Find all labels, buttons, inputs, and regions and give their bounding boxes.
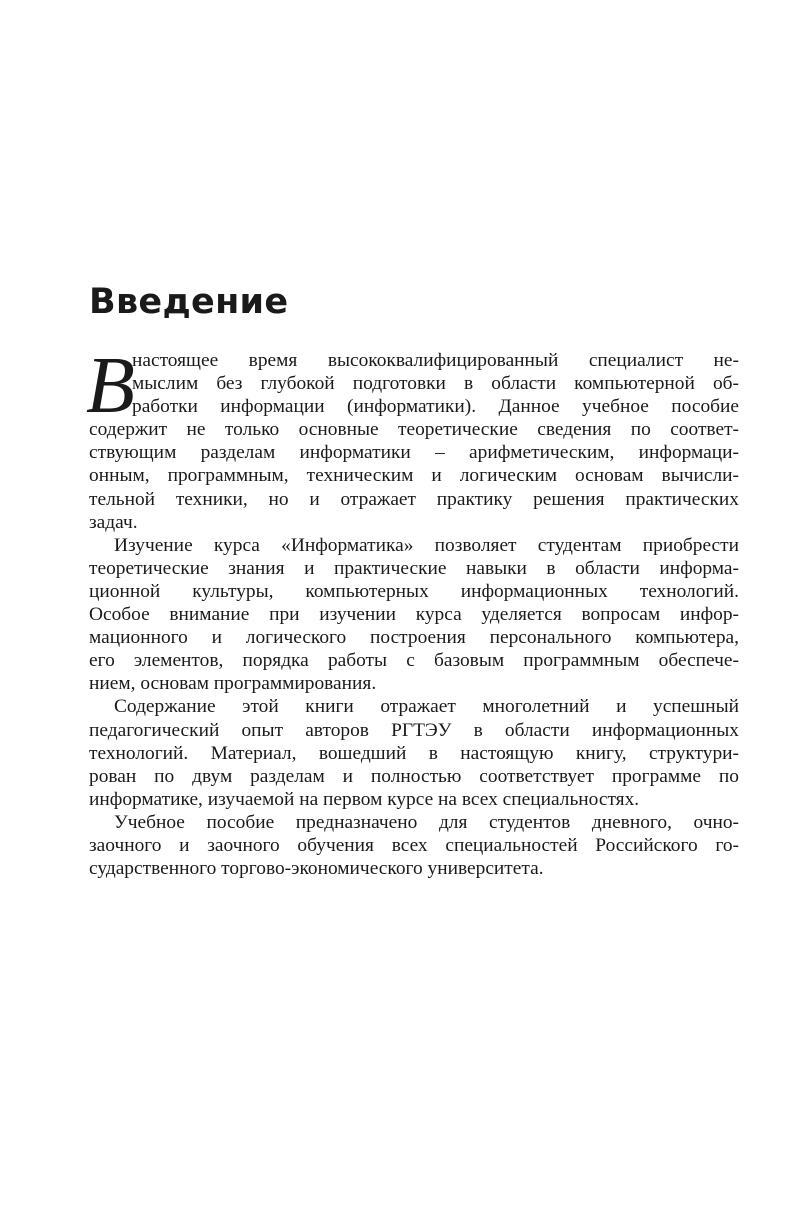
text-line: рован по двум разделам и полностью соответствует программе по bbox=[89, 765, 739, 787]
text-line: ствующим разделам информатики – арифметическим, информаци- bbox=[89, 442, 739, 464]
text-line: нием, основам программирования. bbox=[89, 673, 377, 695]
text-line: содержит не только основные теоретические сведения по соответ- bbox=[89, 419, 739, 441]
text-line: тельной техники, но и отражает практику решения практических bbox=[89, 488, 739, 510]
text-line: технологий. Материал, вошедший в настоящую книгу, структури- bbox=[89, 742, 739, 764]
paragraph-1 bbox=[89, 349, 739, 534]
section-heading: Введение bbox=[89, 282, 289, 322]
text-line: педагогический опыт авторов РГТЭУ в области информационных bbox=[89, 719, 739, 741]
text-line: заочного и заочного обучения всех специальностей Российского го- bbox=[89, 834, 739, 856]
text-line: задач. bbox=[89, 511, 138, 533]
text-line: Учебное пособие предназначено для студентов дневного, очно- bbox=[114, 811, 739, 833]
drop-cap: В bbox=[86, 342, 135, 430]
text-line: информатике, изучаемой на первом курсе на всех специальностях. bbox=[89, 788, 640, 810]
text-line: ционной культуры, компьютерных информационных технологий. bbox=[89, 580, 739, 602]
paragraph-2 bbox=[89, 534, 739, 696]
paragraph-4 bbox=[89, 811, 739, 880]
text-line: Содержание этой книги отражает многолетний и успешный bbox=[114, 696, 739, 718]
text-line: теоретические знания и практические навыки в области информа- bbox=[89, 557, 739, 579]
text-line: сударственного торгово-экономического университета. bbox=[89, 858, 544, 880]
paragraph-3 bbox=[89, 695, 739, 810]
text-line: Особое внимание при изучении курса уделяется вопросам инфор- bbox=[89, 604, 739, 626]
text-line: мыслим без глубокой подготовки в области компьютерной об- bbox=[132, 373, 739, 395]
text-line: мационного и логического построения персонального компьютера, bbox=[89, 627, 739, 649]
text-line: онным, программным, техническим и логическим основам вычисли- bbox=[89, 465, 739, 487]
text-line: Изучение курса «Информатика» позволяет студентам приобрести bbox=[114, 534, 739, 556]
text-line: его элементов, порядка работы с базовым программным обеспече- bbox=[89, 650, 739, 672]
body-text bbox=[86, 342, 739, 880]
text-line: работки информации (информатики). Данное учебное пособие bbox=[132, 396, 739, 418]
text-line: настоящее время высококвалифицированный специалист не- bbox=[132, 350, 739, 371]
